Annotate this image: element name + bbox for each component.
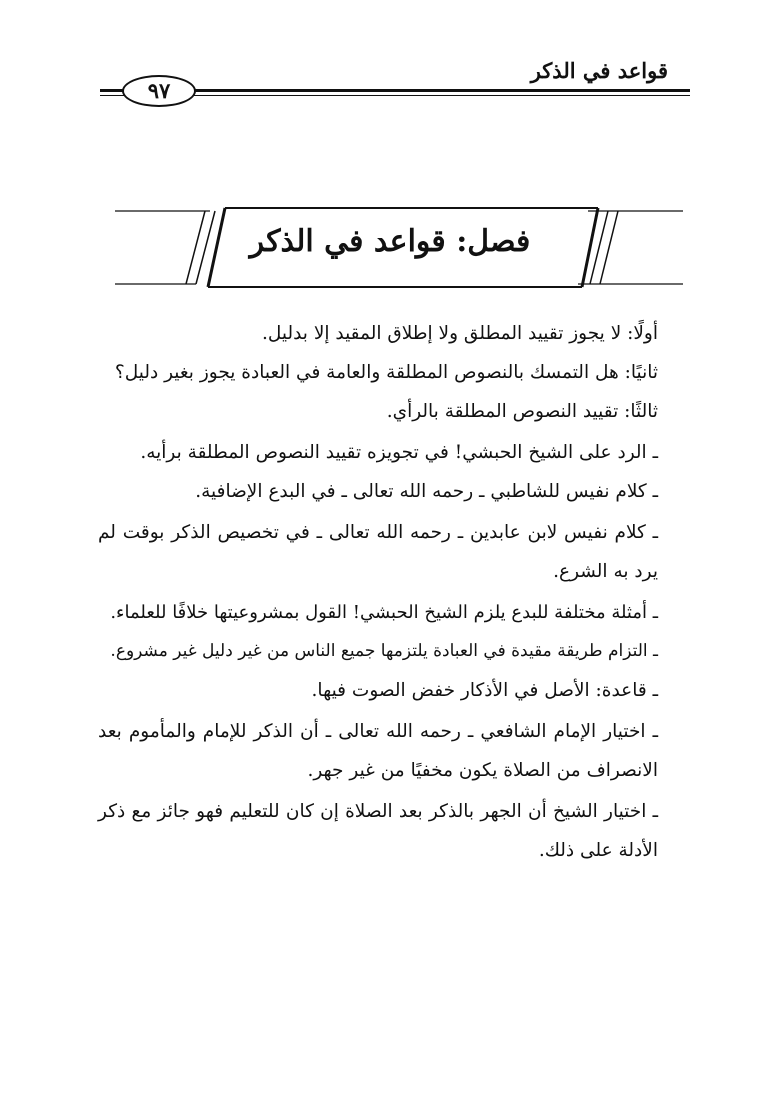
banner-slant-right-2 xyxy=(590,211,608,284)
banner-slant-right-1 xyxy=(582,208,598,287)
list-item: ثالثًا: تقييد النصوص المطلقة بالرأي. xyxy=(386,401,658,422)
list-item: ـ كلام نفيس للشاطبي ـ رحمه الله تعالى ـ في البدع الإضافية. xyxy=(195,481,658,502)
content-body xyxy=(98,314,658,870)
list-item: أولًا: لا يجوز تقييد المطلق ولا إطلاق المقيد إلا بدليل. xyxy=(261,323,658,344)
list-item: ـ التزام طريقة مقيدة في العبادة يلتزمها جميع الناس من غير دليل غير مشروع. xyxy=(110,641,658,661)
banner-slant-right-3 xyxy=(600,211,618,284)
page-number: ٩٧ xyxy=(122,75,196,107)
list-item: ـ اختيار الشيخ أن الجهر بالذكر بعد الصلاة إن كان للتعليم فهو جائز مع ذكر الأدلة على ذلك. xyxy=(98,801,658,861)
running-title: قواعد في الذكر xyxy=(530,58,668,83)
list-item: ـ كلام نفيس لابن عابدين ـ رحمه الله تعالى ـ في تخصيص الذكر بوقت لم يرد به الشرع. xyxy=(98,522,658,582)
list-item: ـ اختيار الإمام الشافعي ـ رحمه الله تعالى ـ أن الذكر للإمام والمأموم بعد الانصراف من الصلاة يكون مخفيًا من غير جهر. xyxy=(98,721,658,781)
list-item: ـ الرد على الشيخ الحبشي! في تجويزه تقييد النصوص المطلقة برأيه. xyxy=(140,442,658,463)
list-item: ثانيًا: هل التمسك بالنصوص المطلقة والعامة في العبادة يجوز بغير دليل؟ xyxy=(114,362,658,383)
list-item: ـ أمثلة مختلفة للبدع يلزم الشيخ الحبشي! القول بمشروعيتها خلافًا للعلماء. xyxy=(110,602,658,623)
section-heading: فصل: قواعد في الذكر xyxy=(249,224,531,259)
banner-slant-left-1 xyxy=(186,211,205,284)
list-item: ـ قاعدة: الأصل في الأذكار خفض الصوت فيها. xyxy=(311,680,658,701)
